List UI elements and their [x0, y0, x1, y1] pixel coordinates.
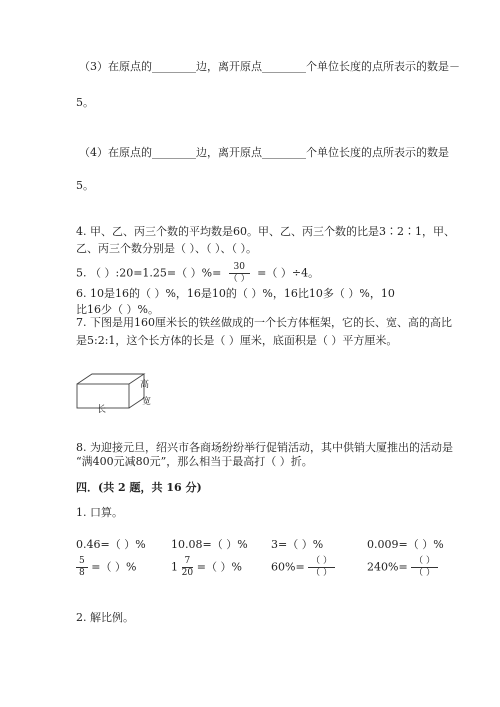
oral-r2-c3-den: （ ）: [311, 568, 333, 578]
q4-line2: 5。: [76, 179, 94, 192]
oral-r2-c2-num: 7: [182, 556, 194, 568]
cuboid-lines: [77, 374, 144, 408]
oral-r2-c2: [171, 556, 242, 579]
oral-r1-c1: 0.46=（ ）%: [76, 538, 146, 551]
oral-r2-c3-num: （ ）: [308, 556, 335, 568]
p4-line2: 乙、丙三个数分别是（ ）、（ ）、（ ）。: [76, 242, 257, 255]
q4-line1: （4）在原点的________边，离开原点________个单位长度的点所表示的数是: [79, 146, 449, 159]
p7-line1: 7. 下图是用160厘米长的铁丝做成的一个长方体框架，它的长、宽、高的高比: [76, 316, 452, 329]
fig-label-kuan: 宽: [142, 397, 152, 407]
p4-line1: 4. 甲、乙、丙三个数的平均数是60。甲、乙、丙三个数的比是3∶2∶1，甲、: [76, 225, 455, 238]
oral-r2-c3-left: 60%=: [271, 560, 305, 574]
oral-r2-c1-num: 5: [76, 556, 88, 568]
q3-line2: 5。: [76, 96, 94, 109]
oral-r2-c3-frac: [308, 556, 335, 579]
fig-label-gao: 高: [140, 380, 150, 390]
oral-r2-c3: [271, 556, 335, 579]
p8-line1: 8. 为迎接元旦，绍兴市各商场纷纷举行促销活动，其中供销大厦推出的活动是: [76, 441, 453, 454]
p5-frac-num: 30: [229, 262, 250, 274]
p5-right: =（ ）÷4。: [257, 266, 320, 280]
oral-r2-c1-rest: =（ ）%: [91, 560, 137, 574]
p6-line2: 比16少（ ）%。: [76, 303, 159, 316]
p5-line: [76, 262, 319, 285]
p6-line1: 6. 10是16的（ ）%，16是10的（ ）%，16比10多（ ）%，10: [76, 287, 395, 300]
ratio-title: 2. 解比例。: [76, 611, 134, 624]
fig-label-chang: 长: [97, 405, 107, 415]
oral-r2-c4-left: 240%=: [367, 560, 408, 574]
oral-r1-c3: 3=（ ）%: [271, 538, 324, 551]
oral-r2-c2-frac: [182, 556, 194, 579]
oral-r2-c1: [76, 556, 136, 579]
oral-r1-c2: 10.08=（ ）%: [171, 538, 248, 551]
oral-r2-c1-den: 8: [79, 568, 85, 578]
oral-title: 1. 口算。: [76, 506, 123, 519]
oral-r2-c4-den: （ ）: [414, 568, 436, 578]
p5-left: 5. （ ）:20=1.25=（ ）%=: [76, 266, 222, 280]
oral-r2-c4-frac: [411, 556, 438, 579]
oral-r2-c2-whole: 1: [171, 560, 178, 574]
oral-r2-c1-frac: [76, 556, 88, 579]
cuboid-top: [77, 374, 144, 384]
p5-fraction: [229, 262, 250, 285]
oral-r2-c2-rest: =（ ）%: [196, 560, 242, 574]
section-4-title: 四．(共 2 题，共 16 分): [76, 481, 202, 494]
oral-r2-c2-den: 20: [181, 568, 194, 578]
p8-line2: “满400元减80元”，那么相当于最高打（ ）折。: [76, 455, 313, 468]
p7-line2: 是5:2:1，这个长方体的长是（ ）厘米，底面积是（ ）平方厘米。: [76, 334, 398, 347]
q3-line1: （3）在原点的________边，离开原点________个单位长度的点所表示的数是－: [79, 60, 460, 73]
cuboid-figure: [74, 368, 164, 418]
oral-r2-c4-num: （ ）: [411, 556, 438, 568]
oral-r1-c4: 0.009=（ ）%: [367, 538, 444, 551]
p5-frac-den: （ ）: [228, 274, 250, 284]
oral-r2-c4: [367, 556, 438, 579]
